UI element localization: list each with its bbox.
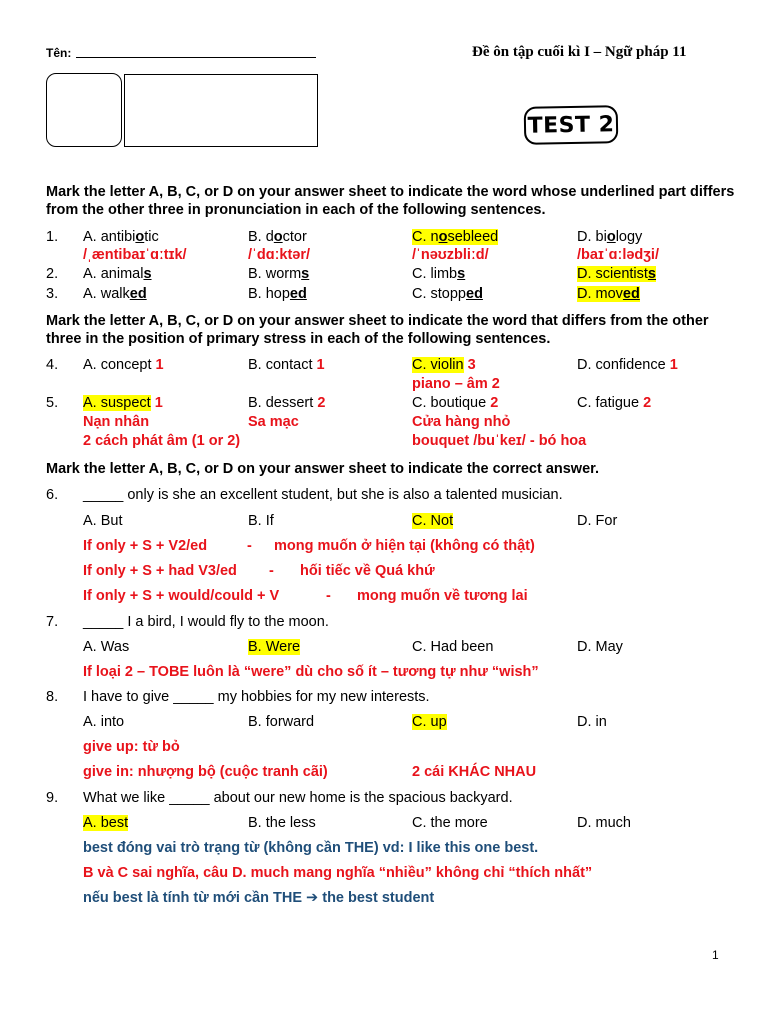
q8-note-3: 2 cái KHÁC NHAU <box>412 764 537 780</box>
q6-number: 6. <box>46 487 59 503</box>
q8-option-d: D. in <box>577 714 607 730</box>
q8-number: 8. <box>46 689 59 705</box>
q4-option-c: C. violin 3 <box>412 357 476 373</box>
q9-stem: What we like _____ about our new home is the spacious backyard. <box>83 790 513 806</box>
q4-option-d: D. confidence 1 <box>577 357 678 373</box>
q7-option-c: C. Had been <box>412 639 494 655</box>
arrow-right-icon: ➔ <box>306 890 319 906</box>
q8-option-c: C. up <box>412 714 447 730</box>
q6-note-1b: - <box>247 538 252 554</box>
q5-option-d: C. fatigue 2 <box>577 395 652 411</box>
q5-note-a2: 2 cách phát âm (1 or 2) <box>83 433 241 449</box>
q1-option-c: C. nosebleed <box>412 229 499 245</box>
q5-note-b: Sa mạc <box>248 414 299 430</box>
q4-option-a: A. concept 1 <box>83 357 164 373</box>
q8-note-1: give up: từ bỏ <box>83 739 180 755</box>
q8-option-b: B. forward <box>248 714 315 730</box>
q9-note-3: nếu best là tính từ mới cần THE ➔ the best student <box>83 890 435 906</box>
q8-note-2: give in: nhượng bộ (cuộc tranh cãi) <box>83 764 328 780</box>
q1-ipa-a: /ˌæntibaɪˈɑːtɪk/ <box>83 247 187 263</box>
q4-note-c: piano – âm 2 <box>412 376 500 392</box>
q6-note-3b: - <box>326 588 331 604</box>
q6-note-2c: hối tiếc về Quá khứ <box>300 563 435 579</box>
q4-number: 4. <box>46 357 59 373</box>
page-number: 1 <box>712 948 719 962</box>
q6-note-1a: If only + S + V2/ed <box>83 538 208 554</box>
q7-option-d: D. May <box>577 639 623 655</box>
q8-option-a: A. into <box>83 714 125 730</box>
q7-number: 7. <box>46 614 59 630</box>
q2-option-a: A. animals <box>83 266 152 282</box>
q2-option-c: C. limbs <box>412 266 466 282</box>
q9-option-c: C. the more <box>412 815 488 831</box>
q5-number: 5. <box>46 395 59 411</box>
q1-ipa-b: /ˈdɑːktər/ <box>248 247 311 263</box>
q9-note-2: B và C sai nghĩa, câu D. much mang nghĩa “nhiều” không chỉ “thích nhất” <box>83 865 593 881</box>
q1-ipa-d: /baɪˈɑːlədʒi/ <box>577 247 659 263</box>
q7-stem: _____ I a bird, I would fly to the moon. <box>83 614 329 630</box>
q9-option-b: B. the less <box>248 815 316 831</box>
q7-option-b: B. Were <box>248 639 301 655</box>
q3-option-a: A. walked <box>83 286 147 302</box>
q5-note-a: Nạn nhân <box>83 414 150 430</box>
q7-note: If loại 2 – TOBE luôn là “were” dù cho số ít – tương tự như “wish” <box>83 664 539 680</box>
q6-note-1c: mong muốn ở hiện tại (không có thật) <box>274 538 535 554</box>
q5-note-c: Cửa hàng nhỏ <box>412 414 511 430</box>
section-2-instruction: Mark the letter A, B, C, or D on your answer sheet to indicate the word that differs from the other three in the position of primary stress in each of the following sentences. <box>46 313 709 347</box>
q9-note-1: best đóng vai trò trạng từ (không cần THE) vd: I like this one best. <box>83 840 539 856</box>
q4-option-b: B. contact 1 <box>248 357 325 373</box>
q5-note-c2: bouquet /buˈkeɪ/ - bó hoa <box>412 433 587 449</box>
q6-stem: _____ only is she an excellent student, but she is also a talented musician. <box>83 487 563 503</box>
q2-number: 2. <box>46 266 59 282</box>
q7-option-a: A. Was <box>83 639 130 655</box>
name-label: Tên: <box>46 46 72 60</box>
q1-number: 1. <box>46 229 59 245</box>
q1-option-b: B. doctor <box>248 229 307 245</box>
q2-option-b: B. worms <box>248 266 310 282</box>
q9-option-a: A. best <box>83 815 129 831</box>
q9-number: 9. <box>46 790 59 806</box>
page-title: Đề ôn tập cuối kì I – Ngữ pháp 11 <box>472 44 687 60</box>
q3-option-c: C. stopped <box>412 286 483 302</box>
name-underline <box>76 57 316 58</box>
q8-stem: I have to give _____ my hobbies for my new interests. <box>83 689 430 705</box>
q6-option-b: B. If <box>248 513 274 529</box>
q5-option-a: A. suspect 1 <box>83 395 163 411</box>
q5-option-c: C. boutique 2 <box>412 395 499 411</box>
q6-option-c: C. Not <box>412 513 454 529</box>
score-box <box>124 74 318 147</box>
q6-option-d: D. For <box>577 513 618 529</box>
q6-note-2a: If only + S + had V3/ed <box>83 563 237 579</box>
q1-ipa-c: /ˈnəʊzbliːd/ <box>412 247 489 263</box>
q5-option-b: B. dessert 2 <box>248 395 326 411</box>
section-1-instruction: Mark the letter A, B, C, or D on your answer sheet to indicate the word whose underlined part differs from the other three in pronunciation in each of the following sentences. <box>46 184 735 218</box>
q6-note-3a: If only + S + would/could + V <box>83 588 280 604</box>
q3-number: 3. <box>46 286 59 302</box>
q9-option-d: D. much <box>577 815 631 831</box>
q1-option-d: D. biology <box>577 229 643 245</box>
q6-note-2b: - <box>269 563 274 579</box>
q3-option-d: D. moved <box>577 286 640 302</box>
photo-box <box>46 73 122 147</box>
q6-note-3c: mong muốn về tương lai <box>357 588 528 604</box>
q1-option-a: A. antibiotic <box>83 229 159 245</box>
test-badge: TEST 2 <box>524 105 619 145</box>
section-3-instruction: Mark the letter A, B, C, or D on your answer sheet to indicate the correct answer. <box>46 461 600 477</box>
q2-option-d: D. scientists <box>577 266 656 282</box>
q3-option-b: B. hoped <box>248 286 307 302</box>
q6-option-a: A. But <box>83 513 123 529</box>
